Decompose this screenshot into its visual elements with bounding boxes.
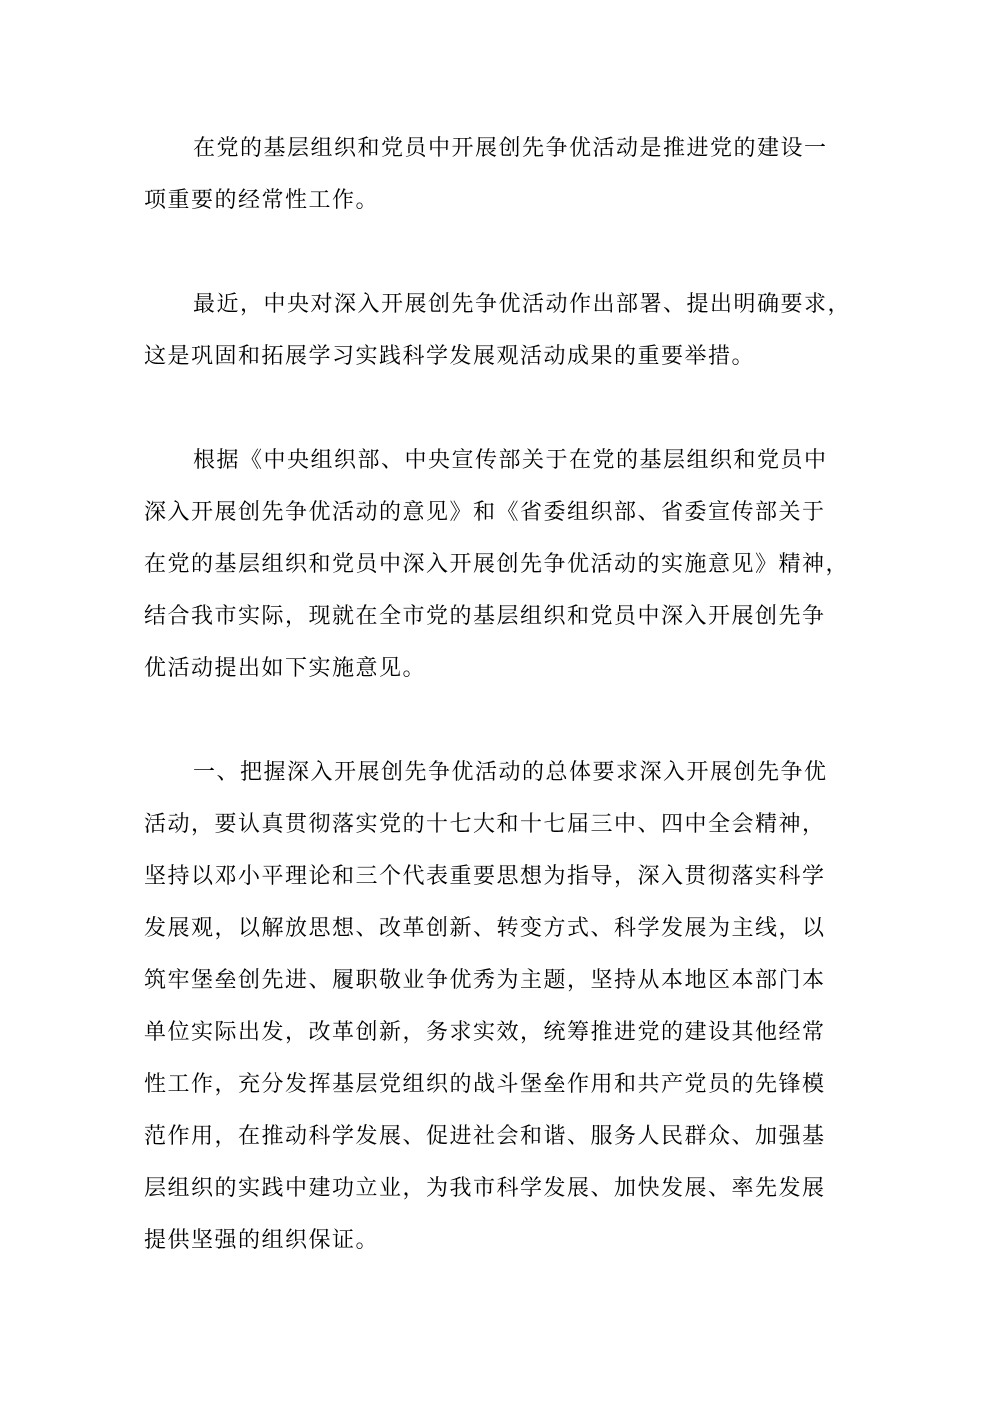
text-line: 层组织的实践中建功立业，为我市科学发展、加快发展、率先发展 xyxy=(144,1175,826,1200)
text-line: 这是巩固和拓展学习实践科学发展观活动成果的重要举措。 xyxy=(144,343,756,368)
paragraph-1 xyxy=(144,122,868,226)
text-line: 深入开展创先争优活动的意见》和《省委组织部、省委宣传部关于 xyxy=(144,499,826,524)
paragraph-3 xyxy=(144,434,868,694)
text-line: 在党的基层组织和党员中深入开展创先争优活动的实施意见》精神， xyxy=(144,551,850,576)
text-line: 单位实际出发，改革创新，务求实效，统筹推进党的建设其他经常 xyxy=(144,1019,826,1044)
text-line: 范作用，在推动科学发展、促进社会和谐、服务人民群众、加强基 xyxy=(144,1123,826,1148)
text-line: 结合我市实际，现就在全市党的基层组织和党员中深入开展创先争 xyxy=(144,603,826,628)
text-line: 最近，中央对深入开展创先争优活动作出部署、提出明确要求， xyxy=(193,291,852,316)
paragraph-2 xyxy=(144,278,868,382)
text-line: 优活动提出如下实施意见。 xyxy=(144,655,427,680)
text-line: 活动，要认真贯彻落实党的十七大和十七届三中、四中全会精神， xyxy=(144,811,826,836)
text-line: 提供坚强的组织保证。 xyxy=(144,1227,380,1252)
text-line: 一、把握深入开展创先争优活动的总体要求深入开展创先争优 xyxy=(193,759,828,784)
text-line: 性工作，充分发挥基层党组织的战斗堡垒作用和共产党员的先锋模 xyxy=(144,1071,826,1096)
text-line: 根据《中央组织部、中央宣传部关于在党的基层组织和党员中 xyxy=(193,447,828,472)
text-line: 发展观，以解放思想、改革创新、转变方式、科学发展为主线，以 xyxy=(144,915,826,940)
text-line: 坚持以邓小平理论和三个代表重要思想为指导，深入贯彻落实科学 xyxy=(144,863,826,888)
text-line: 项重要的经常性工作。 xyxy=(144,187,380,212)
document-text-block xyxy=(144,122,868,1266)
paragraph-4 xyxy=(144,746,868,1266)
text-line: 筑牢堡垒创先进、履职敬业争优秀为主题，坚持从本地区本部门本 xyxy=(144,967,826,992)
text-line: 在党的基层组织和党员中开展创先争优活动是推进党的建设一 xyxy=(193,135,828,160)
